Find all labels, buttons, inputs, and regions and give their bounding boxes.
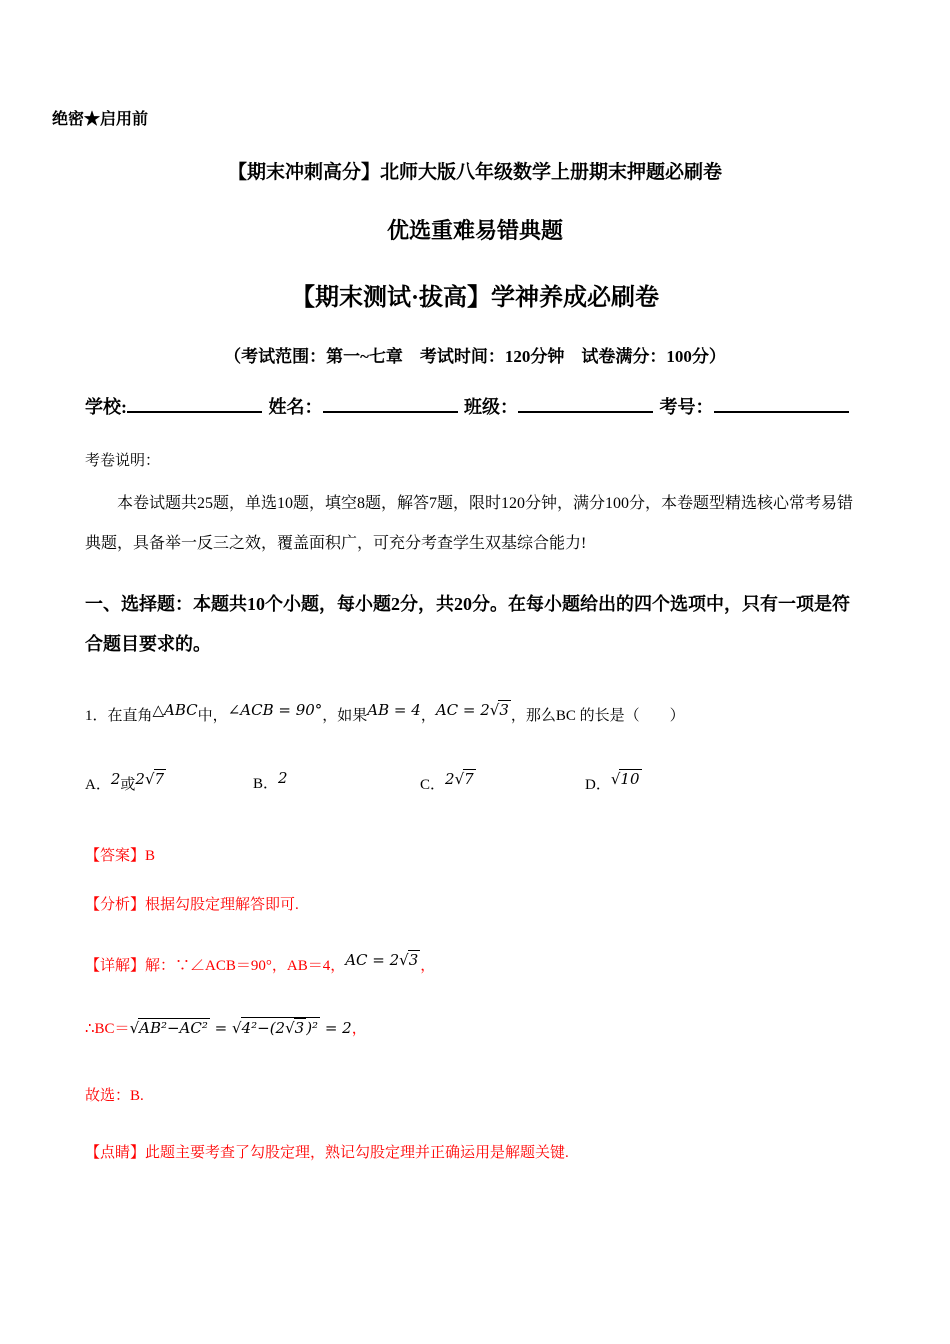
detail-text-2: ， (420, 958, 436, 974)
q1-text-2: 中， (197, 708, 228, 724)
radicand: 3 (294, 1019, 305, 1037)
equals-result: = 2 (320, 1019, 352, 1037)
answer-line (85, 844, 865, 865)
exam-scope-info: （考试范围：第一~七章 考试时间：120分钟 试卷满分：100分） (224, 347, 726, 366)
radicand: 7 (154, 770, 165, 788)
paper-title-series: 【期末测试·拔高】学神养成必刷卷 (290, 285, 659, 311)
option-D-value (611, 769, 642, 788)
sqrt-ab2-minus-ac2 (130, 1018, 210, 1037)
school-label: 学校: (85, 397, 127, 417)
school-blank[interactable] (127, 395, 262, 413)
option-A-value-2 (135, 769, 166, 788)
q1-text-5: ，那么BC 的长是（ ） (510, 708, 685, 724)
exam-no-blank[interactable] (714, 395, 849, 413)
comment-line (85, 1141, 865, 1162)
class-blank[interactable] (518, 395, 653, 413)
radicand-pre: 4²−(2 (241, 1019, 286, 1037)
radical-sign: √ (489, 701, 500, 719)
detail-text-1: 解：∵∠ACB＝90°，AB＝4， (145, 958, 346, 974)
radicand: AB²−AC² (139, 1019, 208, 1037)
sqrt-7 (145, 769, 166, 788)
option-A[interactable] (85, 769, 253, 794)
formula-tail: ， (351, 1021, 367, 1037)
radicand: 3 (499, 701, 509, 719)
option-C[interactable] (420, 769, 585, 794)
sqrt-4sq-minus (232, 1017, 320, 1037)
radical-sign: √ (144, 770, 155, 788)
option-C-label: C． (420, 777, 446, 793)
formula-line (85, 1017, 865, 1038)
option-A-value-1: 2 (110, 770, 121, 788)
paper-title-main: 【期末冲刺高分】北师大版八年级数学上册期末押题必刷卷 (227, 162, 722, 183)
option-B[interactable] (253, 769, 420, 794)
classification-banner: 绝密★启用前 (52, 111, 149, 128)
radicand-post: )² (306, 1019, 319, 1037)
q1-math-angle: ∠ACB = 90° (227, 701, 323, 719)
sqrt-3 (490, 700, 511, 719)
q1-math-ab: AB = 4 (367, 701, 421, 719)
exam-no-label: 考号： (659, 397, 714, 417)
option-A-label: A． (85, 777, 111, 793)
radical-sign: √ (129, 1019, 140, 1037)
detail-label: 【详解】 (85, 958, 146, 974)
detail-math-ac (345, 950, 420, 969)
sqrt-3-nested (285, 1018, 306, 1037)
radical-sign: √ (232, 1019, 242, 1037)
q1-math-ac-coef: AC = 2 (435, 701, 490, 719)
name-label: 姓名： (268, 397, 323, 417)
comment-text: 此题主要考查了勾股定理，熟记勾股定理并正确运用是解题关键. (145, 1145, 569, 1161)
detail-line (85, 950, 865, 975)
radicand: 10 (620, 770, 640, 788)
sqrt-3 (399, 950, 420, 969)
option-B-value: 2 (278, 769, 288, 787)
option-A-coef: 2 (135, 770, 145, 788)
radicand (241, 1017, 321, 1037)
question-1 (85, 700, 865, 725)
paper-title-sub: 优选重难易错典题 (386, 218, 563, 243)
notes-body: 本卷试题共25题，单选10题，填空8题，解答7题，限时120分钟，满分100分，本卷题型精选核心常考易错典题，具备举一反三之效，覆盖面积广，可充分考查学生双基综合能力! (85, 495, 854, 552)
option-D[interactable] (585, 769, 865, 794)
option-B-label: B． (253, 776, 279, 792)
q1-options (85, 769, 865, 794)
radicand: 7 (464, 770, 474, 788)
option-A-joiner: 或 (120, 777, 136, 793)
notes-label: 考卷说明： (85, 453, 161, 469)
radicand: 3 (408, 951, 419, 969)
answer-value: B (145, 848, 156, 864)
formula-math (130, 1019, 352, 1037)
radical-sign: √ (285, 1019, 295, 1037)
conclusion-line: 故选：B. (85, 1088, 144, 1104)
q1-text-1: 1．在直角 (85, 708, 153, 724)
formula-lead: ∴BC＝ (85, 1021, 130, 1037)
option-D-label: D． (585, 777, 611, 793)
name-blank[interactable] (323, 395, 458, 413)
radical-sign: √ (610, 770, 621, 788)
option-C-coef: 2 (445, 770, 455, 788)
q1-text-4: ， (420, 708, 436, 724)
option-C-value (445, 769, 476, 788)
answer-label: 【答案】 (85, 848, 146, 864)
comment-label: 【点睛】 (85, 1145, 146, 1161)
radical-sign: √ (454, 770, 465, 788)
radical-sign: √ (399, 951, 409, 969)
class-label: 班级： (464, 397, 518, 417)
sqrt-10 (611, 769, 642, 788)
section-1-heading: 一、选择题：本题共10个小题，每小题2分，共20分。在每小题给出的四个选项中，只有一项是符合题目要求的。 (85, 594, 850, 654)
analysis-text: 根据勾股定理解答即可. (145, 897, 299, 913)
sqrt-7 (455, 769, 476, 788)
detail-math-ac-coef: AC = 2 (345, 951, 400, 969)
q1-math-triangle: △ABC (152, 701, 198, 719)
student-info-form (85, 393, 865, 419)
q1-text-3: ，如果 (322, 708, 368, 724)
q1-math-ac (436, 700, 511, 719)
equals-sign: = (209, 1019, 232, 1037)
analysis-label: 【分析】 (85, 897, 146, 913)
analysis-line (85, 893, 865, 914)
